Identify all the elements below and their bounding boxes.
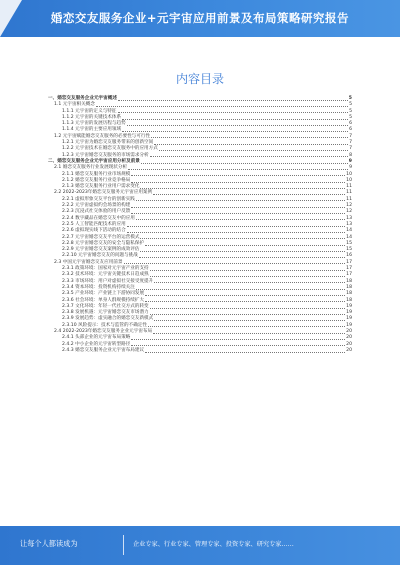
toc-entry-title: 2.2.2 元宇宙虚拟约会场景的构建 xyxy=(62,203,131,209)
toc-entry-title: 2.2.3 沉浸式社交体验的用户反馈 xyxy=(62,209,131,215)
toc-leader-dots xyxy=(150,310,345,315)
toc-entry-page: 20 xyxy=(346,328,352,334)
toc-entry-page: 13 xyxy=(346,221,352,227)
toc-entry-page: 5 xyxy=(349,114,352,120)
toc-entry-page: 15 xyxy=(346,240,352,246)
toc-entry-title: 2.2.1 虚拟形象交友平台的创新实践 xyxy=(62,196,135,202)
toc-entry-title: 2.2.7 元宇宙婚恋交友平台的运营模式 xyxy=(62,234,140,240)
footer-banner xyxy=(0,526,400,565)
toc-entry-page: 14 xyxy=(346,228,352,234)
toc-leader-dots xyxy=(131,172,345,177)
toc-entry-title: 2.1 婚恋交友服务行业发展现状分析 xyxy=(54,165,128,171)
footer-divider xyxy=(123,535,124,555)
toc-entry-page: 12 xyxy=(346,209,352,215)
toc-entry-title: 1.1 元宇宙相关概念 xyxy=(54,102,95,108)
toc-leader-dots xyxy=(153,329,345,334)
toc-entry-page: 18 xyxy=(346,284,352,290)
toc-leader-dots xyxy=(154,279,345,284)
toc-entry-title: 2.2.6 虚拟现实线下活动的结合 xyxy=(62,228,126,234)
toc-leader-dots xyxy=(136,285,345,290)
toc-leader-dots xyxy=(136,216,345,221)
toc-entry-title: 1.2.2 元宇宙技术在婚恋交友服务中的应用方式 xyxy=(62,146,158,152)
toc-leader-dots xyxy=(136,197,345,202)
toc-entry-page: 19 xyxy=(346,310,352,316)
toc-leader-dots xyxy=(159,146,348,151)
toc-leader-dots xyxy=(145,241,345,246)
toc-leader-dots xyxy=(140,235,345,240)
toc-entry-page: 18 xyxy=(346,297,352,303)
toc-entry-title: 2.2.8 元宇宙婚恋交友的安全与隐私保护 xyxy=(62,240,145,246)
toc-entry-page: 14 xyxy=(346,234,352,240)
toc-entry-page: 20 xyxy=(346,341,352,347)
toc-entry-page: 8 xyxy=(349,152,352,158)
toc-entry-page: 19 xyxy=(346,322,352,328)
toc-leader-dots xyxy=(118,109,349,114)
toc-entry-title: 2.2.9 元宇宙婚恋交友案例的成效评估 xyxy=(62,247,140,253)
toc-entry[interactable] xyxy=(48,348,352,354)
toc-leader-dots xyxy=(118,96,348,101)
toc-leader-dots xyxy=(131,342,345,347)
toc-entry-title: 1.2 元宇宙赋能婚恋交友服务的必要性与可行性 xyxy=(54,133,151,139)
toc-leader-dots xyxy=(96,102,348,107)
toc-leader-dots xyxy=(140,184,345,189)
toc-entry-page: 12 xyxy=(346,203,352,209)
toc-entry-title: 2.2.5 人工智能匹配技术的应用 xyxy=(62,221,126,227)
toc-entry-page: 10 xyxy=(346,177,352,183)
toc-entry-title: 2.3.3 市场环境：用户对虚拟社交接受度提升 xyxy=(62,278,154,284)
toc-leader-dots xyxy=(145,348,345,353)
toc-entry-title: 2.3.2 技术环境：元宇宙关键技术日趋成熟 xyxy=(62,272,149,278)
toc-leader-dots xyxy=(131,178,345,183)
toc-leader-dots xyxy=(127,121,348,126)
toc-leader-dots xyxy=(140,247,345,252)
toc-entry-title: 2.3.7 文化环境：年轻一代社交方式的转变 xyxy=(62,303,149,309)
toc-entry-page: 20 xyxy=(346,335,352,341)
footer-slogan: 让每个人都读成为 xyxy=(20,539,78,548)
toc-leader-dots xyxy=(153,190,345,195)
toc-entry-page: 19 xyxy=(346,316,352,322)
toc-entry-title: 2.3.8 发展机遇：元宇宙婚恋交友市场潜力 xyxy=(62,310,149,316)
toc-entry-title: 1.1.3 元宇宙的发展历程与趋势 xyxy=(62,121,126,127)
toc-entry-page: 17 xyxy=(346,272,352,278)
footer-tagline: 企业专家、行业专家、管理专家、投资专家、研究专家…… xyxy=(133,541,294,548)
toc-entry-page: 6 xyxy=(349,121,352,127)
toc-entry-page: 5 xyxy=(349,102,352,108)
toc-leader-dots xyxy=(128,165,348,170)
toc-leader-dots xyxy=(145,298,345,303)
toc-leader-dots xyxy=(127,228,345,233)
toc-entry-page: 9 xyxy=(348,158,352,164)
toc-entry-page: 7 xyxy=(349,146,352,152)
toc-entry-title: 2.3.10 风险提示：技术与监管的不确定性 xyxy=(62,322,147,328)
toc-entry-title: 一、婚恋交友服务企业元宇宙概述 xyxy=(48,96,117,101)
toc-leader-dots xyxy=(145,291,345,296)
toc-entry-page: 11 xyxy=(346,184,352,190)
toc-entry-title: 2.2.4 数字藏品在婚恋交友中的应用 xyxy=(62,215,135,221)
toc-leader-dots xyxy=(131,203,345,208)
toc-heading: 内容目录 xyxy=(175,72,224,86)
toc-entry-page: 5 xyxy=(348,96,352,101)
toc-entry-page: 19 xyxy=(346,303,352,309)
toc-leader-dots xyxy=(122,115,348,120)
toc-entry-page: 11 xyxy=(346,190,352,196)
toc-entry-title: 2.4.2 中小企业的元宇宙转型路径 xyxy=(62,341,131,347)
toc-entry-title: 2.1.2 婚恋交友服务行业竞争格局 xyxy=(62,177,131,183)
toc-leader-dots xyxy=(150,266,345,271)
toc-leader-dots xyxy=(141,159,348,164)
toc-entry-title: 2.3.6 社会环境：单身人群规模持续扩大 xyxy=(62,297,145,303)
toc-entry-page: 15 xyxy=(346,247,352,253)
table-of-contents xyxy=(48,96,352,354)
toc-entry-title: 1.1.4 元宇宙的主要应用领域 xyxy=(62,127,122,133)
toc-entry-page: 17 xyxy=(346,259,352,265)
toc-entry-page: 18 xyxy=(346,278,352,284)
toc-entry-page: 9 xyxy=(349,165,352,171)
toc-leader-dots xyxy=(150,153,348,158)
toc-entry-title: 1.1.1 元宇宙的定义与特征 xyxy=(62,108,117,114)
toc-leader-dots xyxy=(122,127,348,132)
toc-leader-dots xyxy=(139,253,345,258)
toc-entry-page: 11 xyxy=(346,196,352,202)
toc-leader-dots xyxy=(148,323,345,328)
toc-leader-dots xyxy=(150,272,345,277)
toc-entry-page: 10 xyxy=(346,171,352,177)
toc-entry-title: 2.4 2022-2023年婚恋交友服务企业元宇宙布局 xyxy=(54,328,153,334)
toc-entry-title: 2.2 2022-2023年婚恋交友服务元宇宙应用案例 xyxy=(54,190,153,196)
toc-entry-title: 1.2.3 元宇宙婚恋交友服务的市场需求分析 xyxy=(62,152,149,158)
toc-leader-dots xyxy=(131,335,345,340)
toc-entry-title: 二、婚恋交友服务企业元宇宙应用分析及前景 xyxy=(48,158,140,164)
toc-leader-dots xyxy=(154,140,348,145)
header-banner xyxy=(0,0,400,37)
toc-entry-title: 1.2.1 元宇宙为婚恋交友服务带来的创新空间 xyxy=(62,140,154,146)
toc-entry-title: 2.1.3 婚恋交友服务行业用户需求变化 xyxy=(62,184,140,190)
report-title: 婚恋交友服务企业+元宇宙应用前景及布局策略研究报告 xyxy=(50,11,350,25)
toc-entry-page: 7 xyxy=(349,140,352,146)
toc-entry-page: 6 xyxy=(349,127,352,133)
toc-leader-dots xyxy=(154,316,345,321)
toc-entry-title: 2.3 中国元宇宙婚恋交友应用前景 xyxy=(54,259,123,265)
toc-entry-title: 2.4.1 头部企业的元宇宙布局策略 xyxy=(62,335,131,341)
toc-entry-page: 18 xyxy=(346,291,352,297)
toc-leader-dots xyxy=(131,209,345,214)
toc-leader-dots xyxy=(151,134,348,139)
toc-entry-page: 20 xyxy=(346,347,352,353)
toc-leader-dots xyxy=(124,260,346,265)
toc-entry-title: 2.3.5 产业环境：产业链上下游协同发展 xyxy=(62,291,145,297)
toc-entry-title: 2.1.1 婚恋交友服务行业市场规模 xyxy=(62,171,131,177)
toc-entry-title: 1.1.2 元宇宙的关键技术体系 xyxy=(62,114,122,120)
toc-entry-title: 2.3.9 发展趋势：虚实融合的婚恋交友新模式 xyxy=(62,316,154,322)
toc-leader-dots xyxy=(150,304,345,309)
toc-leader-dots xyxy=(127,222,345,227)
toc-entry-page: 13 xyxy=(346,215,352,221)
toc-entry-title: 2.3.4 资本环境：投资机构持续关注 xyxy=(62,284,135,290)
toc-entry-page: 17 xyxy=(346,266,352,272)
toc-entry-title: 2.2.10 元宇宙婚恋交友的问题与挑战 xyxy=(62,253,138,259)
toc-entry-title: 2.4.3 婚恋交友服务企业元宇宙布局建议 xyxy=(62,347,145,353)
toc-entry-page: 5 xyxy=(349,108,352,114)
toc-entry-title: 2.3.1 政策环境：国家对元宇宙产业的支持 xyxy=(62,266,149,272)
toc-entry-page: 7 xyxy=(349,133,352,139)
toc-entry-page: 16 xyxy=(346,253,352,259)
